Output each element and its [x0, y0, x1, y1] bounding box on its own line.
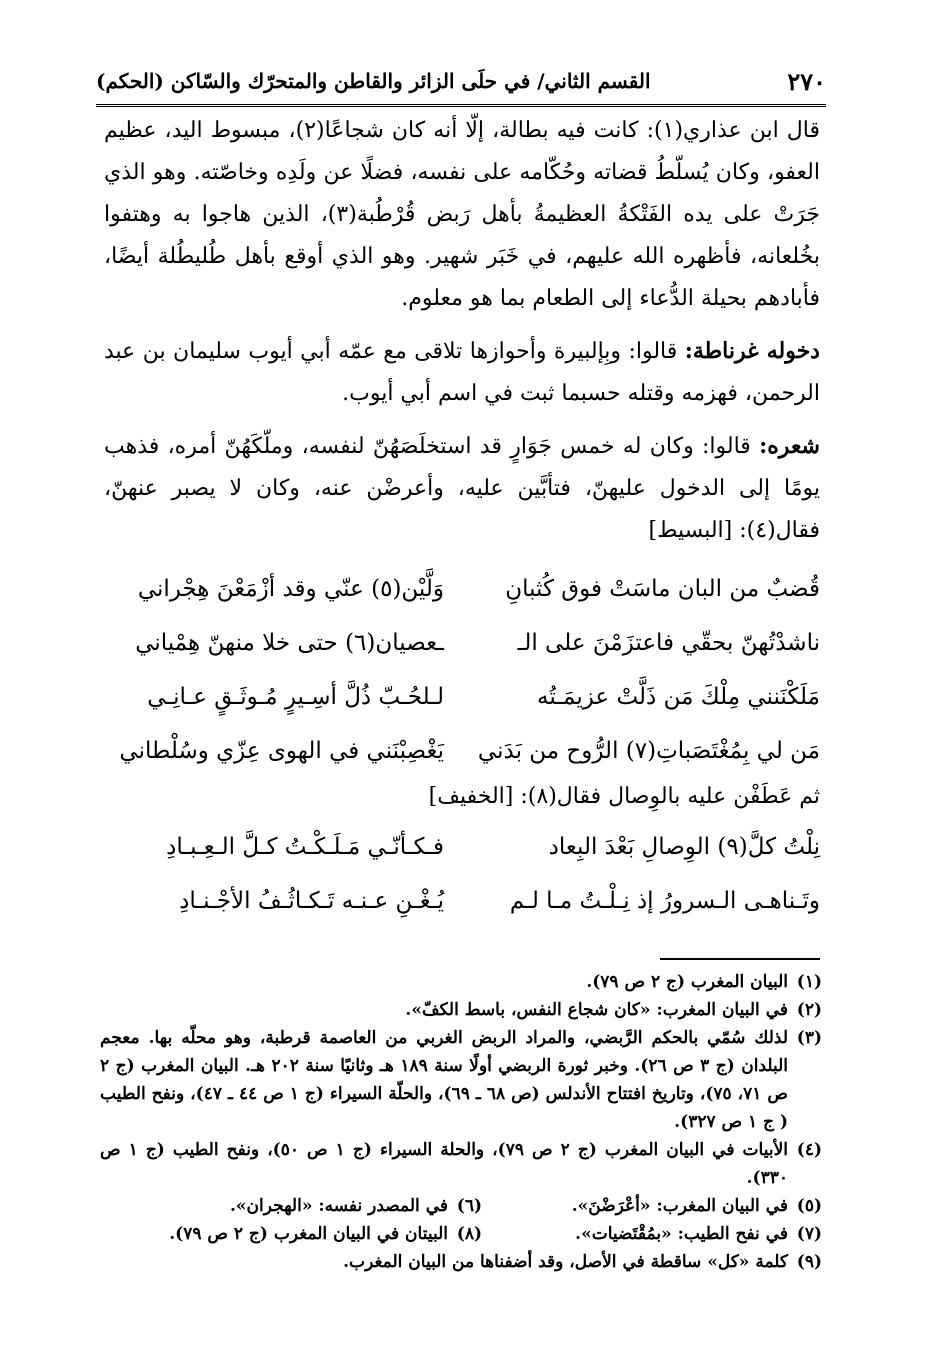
footnote-text: الأبيات في البيان المغرب (ج ٢ ص ٧٩)، والحلة السيراء (ج ١ ص ٥٠)، ونفح الطيب (ج ١ ص ٣٣٠).: [100, 1140, 789, 1188]
footnote-text: في البيان المغرب: «أعْرَضْنَ».: [571, 1196, 788, 1216]
footnote-number: (٨): [456, 1224, 482, 1244]
poem-khafif: [104, 820, 820, 928]
footnote-text: في المصدر نفسه: «الهجران».: [229, 1196, 448, 1216]
footnote-text: كلمة «كل» ساقطة في الأصل، وقد أضفناها من البيان المغرب.: [343, 1252, 788, 1272]
footnote-separator: [660, 958, 820, 960]
verse-second-hemistich: لـلحُـبّ ذُلَّ أسِـيرٍ مُـوثَـقٍ عـانِـي: [147, 684, 444, 710]
paragraph-entry-granada-text: قالوا: وبِإلبيرة وأحوازها تلاقى مع عمّه أبي أيوب سليمان بن عبد الرحمن، فهزمه وقتله حسبما ثبت في اسم أبي أيوب.: [104, 339, 820, 406]
verse-second-hemistich: يَغْصِبْنَني في الهوى عِزّي وسُلْطاني: [119, 738, 444, 764]
section-heading-poetry: شعره:: [759, 433, 820, 459]
page-number: ٢٧٠: [787, 66, 826, 96]
footnote-text: البيتان في البيان المغرب (ج ٢ ص ٧٩).: [169, 1224, 448, 1244]
verse-first-hemistich: وتَـناهـى الـسرورُ إذ نِـلْـتُ مـا لـم: [509, 888, 820, 914]
footnote: [142, 1220, 482, 1248]
verse: [104, 562, 820, 616]
footnote: [100, 968, 822, 996]
verse-second-hemistich: فـكـأنّـي مَـلَـكْـتُ كـلَّ الـعِـبـادِ: [166, 834, 444, 860]
paragraph-poetry: [104, 425, 820, 552]
footnote-text: لذلك سُمّي بالحكم الرَّبضي، والمراد الربض الغربي من العاصمة قرطبة، وهو محلّه بها. معجم البلدان (ج ٣ ص ٢٦). وخبر ثورة الربضي أولًا سنة ١٨٩ هـ وثانيًا سنة ٢٠٢ هـ. البيان المغرب (ج ٢ ص ٧١، ٧٥)، وتاريخ افتتاح الأندلس (ص ٦٨ ـ ٦٩)، والحلّة السيراء (ج ١ ص ٤٤ ـ ٤٧)، ونفح الطيب ( ج ١ ص ٣٢٧).: [100, 1028, 789, 1132]
footnote-number: (٤): [796, 1140, 822, 1160]
footnote-text: البيان المغرب (ج ٢ ص ٧٩).: [586, 972, 788, 992]
verse-first-hemistich: مَن لي بِمُغْتَصَباتِ(٧) الرُّوح من بَدَني: [477, 738, 820, 764]
footnote-number: (١): [796, 972, 822, 992]
paragraph-ibn-idhari: قال ابن عذاري(١): كانت فيه بطالة، إلّا أنه كان شجاعًا(٢)، مبسوط اليد، عظيم العفو، وكان يُسلّطُ قضاته وحُكّامه على نفسه، فضلًا عن ولَدِه وخاصّته. وهو الذي جَرَتْ على يده الفَتْكةُ العظيمةُ بأهل رَبض قُرْطُبة(٣)، الذين هاجوا به وهتفوا بخُلعانه، فأظهره الله عليهم، في خَبَر شهير. وهو الذي أوقع بأهل طُليطُلة أيضًا، فأبادهم بحيلة الدُّعاء إلى الطعام بما هو معلوم.: [104, 118, 821, 311]
footnote-pair: [100, 1220, 822, 1248]
footnote-number: (٧): [796, 1224, 822, 1244]
footnote-number: (٣): [796, 1028, 822, 1048]
verse-first-hemistich: ناشدْتُهنّ بحقّي فاعتزَمْنَ على الـ: [517, 630, 820, 656]
footnote: [100, 996, 822, 1024]
footnote-number: (٥): [796, 1196, 822, 1216]
footnote: [482, 1220, 822, 1248]
verse-second-hemistich: يُـغْـنِ عـنـه تَـكـاثُـفُ الأجْـنـادِ: [179, 888, 444, 914]
main-text: [104, 110, 820, 552]
footnote-text: في البيان المغرب: «كان شجاع النفس، باسط الكفّ».: [405, 1000, 788, 1020]
footnote: [100, 1248, 822, 1276]
poem-intro-khafif: ثم عَطَفْن عليه بالوِصال فقال(٨): [الخفيف]: [428, 784, 820, 809]
running-title: القسم الثاني/ في حلَى الزائر والقاطن والمتحرّك والسّاكن (الحكم): [96, 69, 651, 93]
paragraph-poetry-text: قالوا: وكان له خمس جَوَارٍ قد استخلَصَهُنّ لنفسه، وملّكَهُنّ أمره، فذهب يومًا إلى الدخول عليهنّ، فتأبَّين عليه، وأعرضْن عنه، وكان لا يصبر عنهنّ، فقال(٤): [البسيط]: [104, 434, 820, 543]
running-header: [96, 58, 826, 107]
verse: [104, 874, 820, 928]
footnote-text: في نفح الطيب: «بمُقْتَضيات».: [575, 1224, 788, 1244]
footnote: [482, 1192, 822, 1220]
verse: [104, 820, 820, 874]
footnote: [100, 1136, 822, 1192]
footnote: [142, 1192, 482, 1220]
verse-first-hemistich: نِلْتُ كلَّ(٩) الوِصالِ بَعْدَ البِعاد: [548, 834, 820, 860]
verse-second-hemistich: ـعصيان(٦) حتى خلا منهنّ هِمْياني: [135, 630, 444, 656]
verse-second-hemistich: وَلَّيْن(٥) عنّي وقد أزْمَعْنَ هِجْراني: [137, 576, 444, 602]
footnote: [100, 1024, 822, 1136]
footnote-pair: [100, 1192, 822, 1220]
verse: [104, 616, 820, 670]
footnote-number: (٢): [796, 1000, 822, 1020]
footnotes: [100, 968, 822, 1276]
verse-first-hemistich: مَلَكْنَنني مِلْكَ مَن ذَلَّتْ عزيمَـتُه: [537, 684, 820, 710]
poem-basit: [104, 562, 820, 778]
verse-first-hemistich: قُضبٌ من البان ماسَتْ فوق كُثبانِ: [505, 576, 820, 602]
footnote-number: (٦): [456, 1196, 482, 1216]
paragraph-entry-granada: [104, 330, 820, 415]
verse: [104, 724, 820, 778]
section-heading-entry-granada: دخوله غرناطة:: [684, 338, 820, 364]
verse: [104, 670, 820, 724]
footnote-number: (٩): [796, 1252, 822, 1272]
